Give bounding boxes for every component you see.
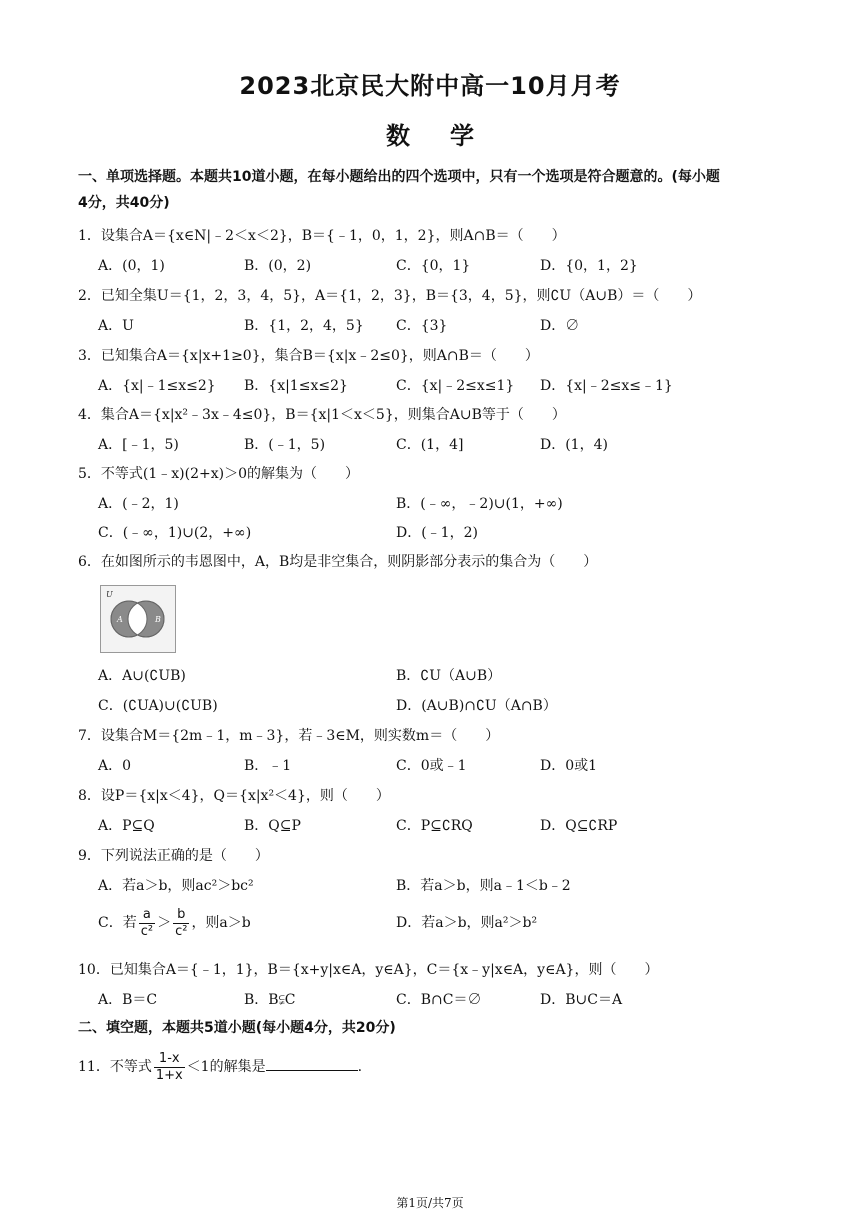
q9-option-b: B．若a＞b，则a﹣1＜b﹣2	[396, 878, 571, 894]
q4-option-a: A．[﹣1，5)	[98, 437, 179, 453]
q7-option-a: A．0	[98, 758, 132, 774]
q6-option-a: A．A∪(∁UB)	[98, 668, 186, 684]
q2-option-b: B．{1，2，4，5}	[244, 318, 364, 334]
q9-option-a: A．若a＞b，则ac²＞bc²	[98, 878, 254, 894]
venn-label-b: B	[155, 615, 161, 624]
subject-heading: 数学	[386, 122, 514, 150]
q11-fraction: $\frac{1-x}{1+x}$	[155, 1050, 183, 1083]
question-7: 7．设集合M＝{2m﹣1，m﹣3}，若﹣3∈M，则实数m＝（ ）	[78, 728, 500, 744]
question-11: 11．不等式 $\frac{1-x}{1+x}$ ＜1的解集是 .	[78, 1050, 363, 1083]
q10-option-d: D．B∪C＝A	[540, 992, 623, 1008]
q5-option-b: B．(﹣∞，﹣2)∪(1，+∞)	[396, 496, 563, 512]
venn-diagram-svg	[101, 586, 175, 652]
q4-option-c: C．(1，4]	[396, 437, 464, 453]
q9-option-d: D．若a＞b，则a²＞b²	[396, 915, 538, 931]
q9-fraction-2: $\frac{b}{\text{c²}}$	[175, 906, 188, 939]
q6-option-d: D．(A∪B)∩∁U（A∩B）	[396, 698, 557, 714]
question-2: 2．已知全集U＝{1，2，3，4，5}，A＝{1，2，3}，B＝{3，4，5}，则∁U（A∪B）＝（ ）	[78, 288, 702, 304]
q9-option-c: C．若 $\frac{a}{\text{c²}}$ ＞ $\frac{b}{\text{c²}}$ ，则a＞b	[98, 906, 251, 939]
question-1: 1．设集合A＝{x∈N|﹣2＜x＜2}，B＝{﹣1，0，1，2}，则A∩B＝（ ）	[78, 228, 566, 244]
q10-option-b: B．B⫋C	[244, 992, 296, 1008]
question-3: 3．已知集合A＝{x|x+1≥0}，集合B＝{x|x﹣2≤0}，则A∩B＝（ ）	[78, 348, 539, 364]
q11-answer-blank[interactable]	[266, 1056, 358, 1071]
q5-option-d: D．(﹣1，2)	[396, 525, 478, 541]
q7-option-b: B．﹣1	[244, 758, 292, 774]
page-footer: 第1页/共7页	[396, 1196, 464, 1210]
q8-option-a: A．P⊆Q	[98, 818, 155, 834]
q8-option-d: D．Q⊆∁RP	[540, 818, 618, 834]
q6-option-c: C．(∁UA)∪(∁UB)	[98, 698, 218, 714]
venn-diagram	[100, 585, 176, 653]
q10-option-c: C．B∩C＝∅	[396, 992, 482, 1008]
q1-option-a: A．(0，1)	[98, 258, 165, 274]
q9-fraction-1: $\frac{a}{\text{c²}}$	[140, 906, 154, 939]
q4-option-d: D．(1，4)	[540, 437, 608, 453]
q3-option-d: D．{x|﹣2≤x≤﹣1}	[540, 378, 673, 394]
q7-option-d: D．0或1	[540, 758, 598, 774]
q1-option-b: B．(0，2)	[244, 258, 312, 274]
section-1-heading: 一、单项选择题。本题共10道小题，在每小题给出的四个选项中，只有一个选项是符合题意的。(每小题 4分，共40分)	[78, 169, 720, 211]
venn-label-u: U	[106, 590, 113, 599]
q5-option-c: C．(﹣∞，1)∪(2，+∞)	[98, 525, 252, 541]
question-5: 5．不等式(1﹣x)(2+x)＞0的解集为（ ）	[78, 466, 359, 482]
question-4: 4．集合A＝{x|x²﹣3x﹣4≤0}，B＝{x|1＜x＜5}，则集合A∪B等于（ ）	[78, 407, 566, 423]
q3-option-a: A．{x|﹣1≤x≤2}	[98, 378, 216, 394]
q5-option-a: A．(﹣2，1)	[98, 496, 179, 512]
q7-option-c: C．0或﹣1	[396, 758, 467, 774]
q8-option-c: C．P⊆∁RQ	[396, 818, 473, 834]
q2-option-d: D．∅	[540, 318, 580, 334]
question-8: 8．设P＝{x|x＜4}，Q＝{x|x²＜4}，则（ ）	[78, 788, 390, 804]
q8-option-b: B．Q⊆P	[244, 818, 301, 834]
q10-option-a: A．B＝C	[98, 992, 158, 1008]
q6-option-b: B．∁U（A∪B）	[396, 668, 502, 684]
q2-option-a: A．U	[98, 318, 134, 334]
q1-option-c: C．{0，1}	[396, 258, 471, 274]
exam-title: 2023北京民大附中高一10月月考	[239, 72, 621, 100]
section-2-heading: 二、填空题，本题共5道小题(每小题4分，共20分)	[78, 1020, 396, 1036]
question-10: 10．已知集合A＝{﹣1，1}，B＝{x+y|x∈A，y∈A}，C＝{x﹣y|x∈A，y∈A}，则（ ）	[78, 962, 659, 978]
question-9: 9．下列说法正确的是（ ）	[78, 848, 269, 864]
q4-option-b: B．(﹣1，5)	[244, 437, 326, 453]
question-6: 6．在如图所示的韦恩图中，A，B均是非空集合，则阴影部分表示的集合为（ ）	[78, 554, 598, 570]
q3-option-b: B．{x|1≤x≤2}	[244, 378, 348, 394]
q3-option-c: C．{x|﹣2≤x≤1}	[396, 378, 515, 394]
q1-option-d: D．{0，1，2}	[540, 258, 638, 274]
venn-label-a: A	[117, 615, 123, 624]
q2-option-c: C．{3}	[396, 318, 448, 334]
